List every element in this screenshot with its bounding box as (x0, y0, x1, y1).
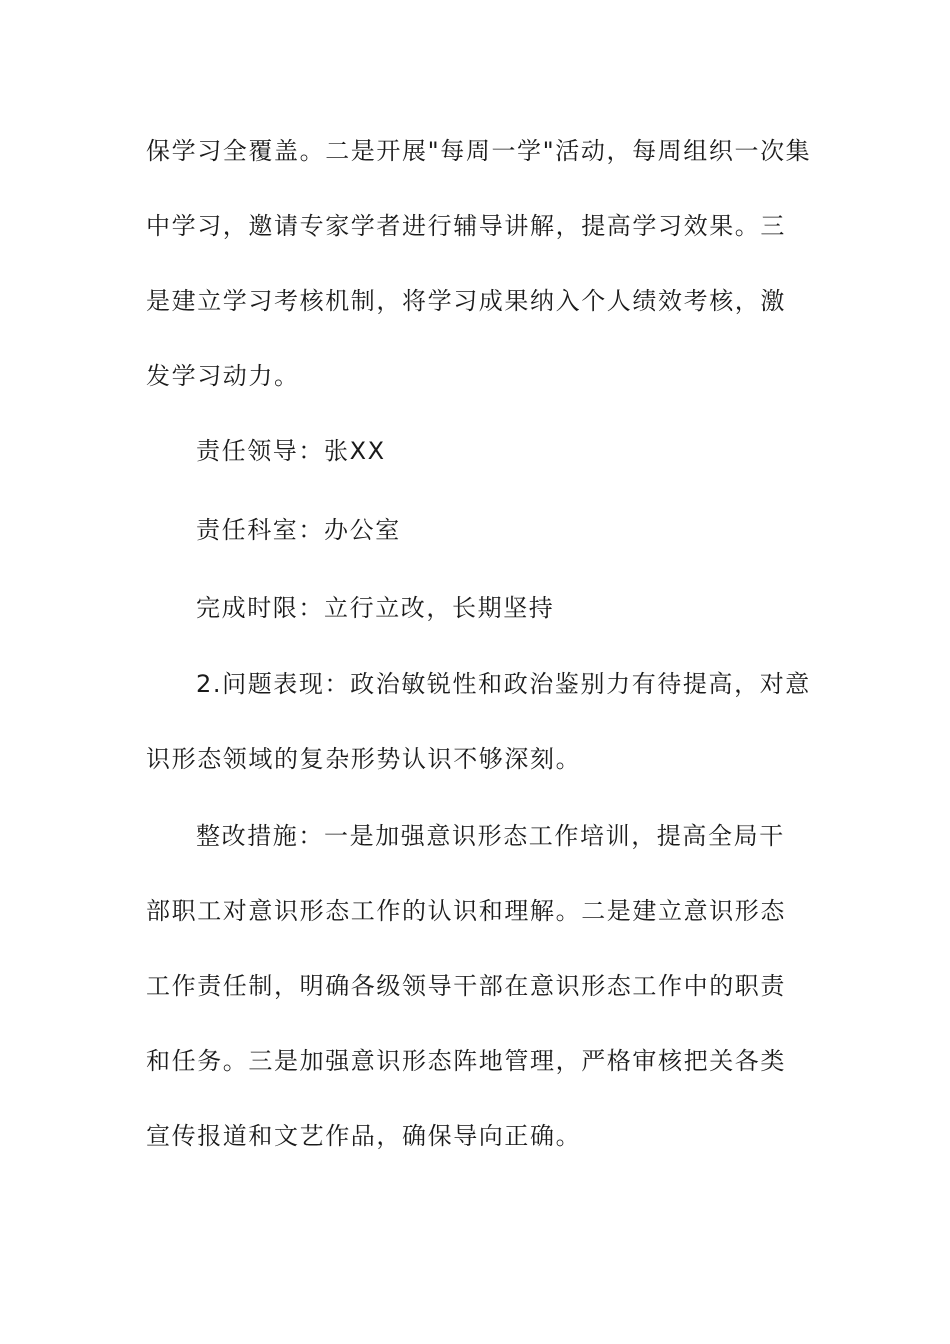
paragraph-line: 宣传报道和文艺作品，确保导向正确。 (146, 1122, 582, 1150)
measures-heading-line: 整改措施：一是加强意识形态工作培训，提高全局干 (196, 822, 785, 850)
issue-heading-line: 2.问题表现：政治敏锐性和政治鉴别力有待提高，对意 (196, 670, 811, 698)
responsible-leader-line: 责任领导：张XX (196, 437, 386, 465)
paragraph-line: 和任务。三是加强意识形态阵地管理，严格审核把关各类 (146, 1047, 786, 1075)
responsible-department-line: 责任科室：办公室 (196, 516, 401, 544)
paragraph-line: 部职工对意识形态工作的认识和理解。二是建立意识形态 (146, 897, 786, 925)
deadline-line: 完成时限：立行立改，长期坚持 (196, 594, 555, 622)
paragraph-line: 识形态领域的复杂形势认识不够深刻。 (146, 745, 582, 773)
paragraph-line: 工作责任制，明确各级领导干部在意识形态工作中的职责 (146, 972, 786, 1000)
paragraph-line: 保学习全覆盖。二是开展"每周一学"活动，每周组织一次集 (146, 137, 812, 165)
paragraph-line: 发学习动力。 (146, 362, 300, 390)
paragraph-line: 中学习，邀请专家学者进行辅导讲解，提高学习效果。三 (146, 212, 786, 240)
paragraph-line: 是建立学习考核机制，将学习成果纳入个人绩效考核，激 (146, 287, 786, 315)
